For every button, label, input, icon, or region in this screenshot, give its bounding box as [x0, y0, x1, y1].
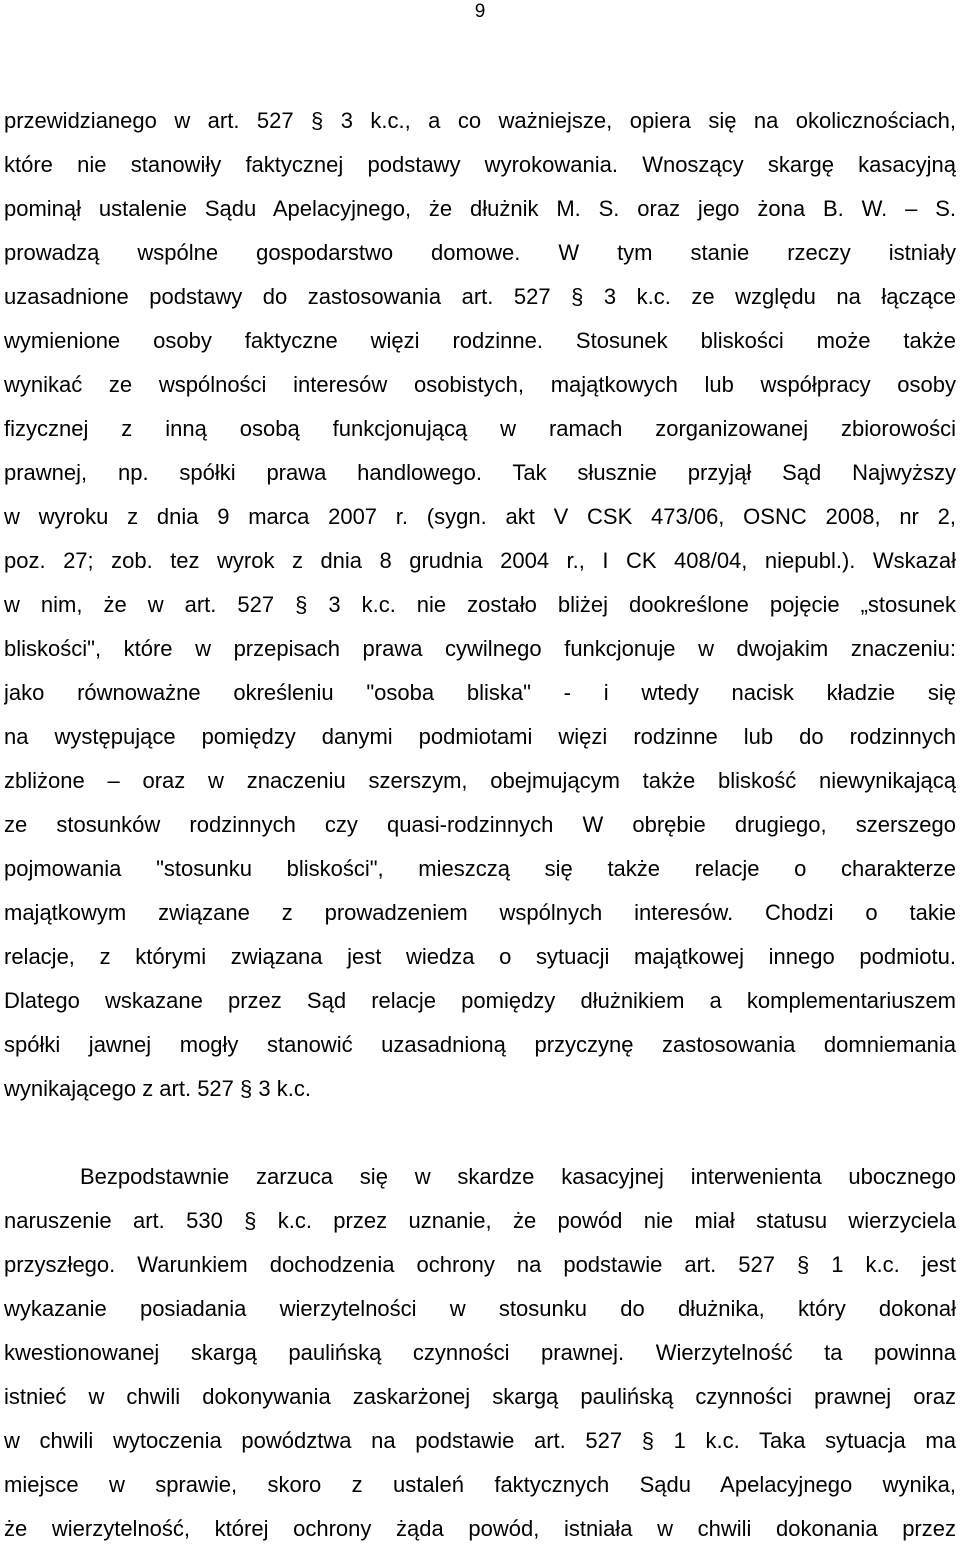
- text-line: bliskości", które w przepisach prawa cywilnego funkcjonuje w dwojakim znaczeniu:: [4, 636, 956, 661]
- text-line: Dlatego wskazane przez Sąd relacje pomiędzy dłużnikiem a komplementariuszem: [4, 988, 956, 1013]
- text-line: pojmowania "stosunku bliskości", mieszczą się także relacje o charakterze: [4, 856, 956, 881]
- text-line: że wierzytelność, której ochrony żąda powód, istniała w chwili dokonania przez: [4, 1516, 956, 1541]
- text-line: wykazanie posiadania wierzytelności w stosunku do dłużnika, który dokonał: [4, 1296, 956, 1321]
- text-line: przewidzianego w art. 527 § 3 k.c., a co ważniejsze, opiera się na okolicznościach,: [4, 108, 956, 133]
- text-line: miejsce w sprawie, skoro z ustaleń faktycznych Sądu Apelacyjnego wynika,: [4, 1472, 956, 1497]
- text-line: Bezpodstawnie zarzuca się w skardze kasacyjnej interwenienta ubocznego: [80, 1164, 956, 1189]
- paragraph-2: [4, 1155, 956, 1551]
- text-line: spółki jawnej mogły stanowić uzasadnioną przyczynę zastosowania domniemania: [4, 1032, 956, 1057]
- text-line: które nie stanowiły faktycznej podstawy wyrokowania. Wnoszący skargę kasacyjną: [4, 152, 956, 177]
- document-body: [4, 99, 956, 1551]
- text-line: ze stosunków rodzinnych czy quasi-rodzinnych W obrębie drugiego, szerszego: [4, 812, 956, 837]
- text-line: prawnej, np. spółki prawa handlowego. Tak słusznie przyjął Sąd Najwyższy: [4, 460, 956, 485]
- text-line: uzasadnione podstawy do zastosowania art. 527 § 3 k.c. ze względu na łączące: [4, 284, 956, 309]
- paragraph-1: [4, 99, 956, 1111]
- text-line: poz. 27; zob. tez wyrok z dnia 8 grudnia 2004 r., I CK 408/04, niepubl.). Wskazał: [4, 548, 956, 573]
- text-line: relacje, z którymi związana jest wiedza o sytuacji majątkowej innego podmiotu.: [4, 944, 956, 969]
- text-line: w chwili wytoczenia powództwa na podstawie art. 527 § 1 k.c. Taka sytuacja ma: [4, 1428, 956, 1453]
- text-line: na występujące pomiędzy danymi podmiotami więzi rodzinne lub do rodzinnych: [4, 724, 956, 749]
- text-line: pominął ustalenie Sądu Apelacyjnego, że dłużnik M. S. oraz jego żona B. W. – S.: [4, 196, 956, 221]
- text-line: jako równoważne określeniu "osoba bliska" - i wtedy nacisk kładzie się: [4, 680, 956, 705]
- text-line: zbliżone – oraz w znaczeniu szerszym, obejmującym także bliskość niewynikającą: [4, 768, 956, 793]
- text-line: wymienione osoby faktyczne więzi rodzinne. Stosunek bliskości może także: [4, 328, 956, 353]
- text-line: wynikającego z art. 527 § 3 k.c.: [4, 1076, 311, 1101]
- text-line: majątkowym związane z prowadzeniem wspólnych interesów. Chodzi o takie: [4, 900, 956, 925]
- text-line: wynikać ze wspólności interesów osobistych, majątkowych lub współpracy osoby: [4, 372, 956, 397]
- text-line: w nim, że w art. 527 § 3 k.c. nie zostało bliżej dookreślone pojęcie „stosunek: [4, 592, 956, 617]
- text-line: w wyroku z dnia 9 marca 2007 r. (sygn. akt V CSK 473/06, OSNC 2008, nr 2,: [4, 504, 956, 529]
- text-line: prowadzą wspólne gospodarstwo domowe. W tym stanie rzeczy istniały: [4, 240, 956, 265]
- text-line: przyszłego. Warunkiem dochodzenia ochrony na podstawie art. 527 § 1 k.c. jest: [4, 1252, 956, 1277]
- page-number: 9: [474, 1, 486, 22]
- text-line: naruszenie art. 530 § k.c. przez uznanie, że powód nie miał statusu wierzyciela: [4, 1208, 956, 1233]
- text-line: kwestionowanej skargą paulińską czynności prawnej. Wierzytelność ta powinna: [4, 1340, 956, 1365]
- text-line: fizycznej z inną osobą funkcjonującą w ramach zorganizowanej zbiorowości: [4, 416, 956, 441]
- paragraph-spacer: [4, 1111, 956, 1155]
- text-line: istnieć w chwili dokonywania zaskarżonej skargą paulińską czynności prawnej oraz: [4, 1384, 956, 1409]
